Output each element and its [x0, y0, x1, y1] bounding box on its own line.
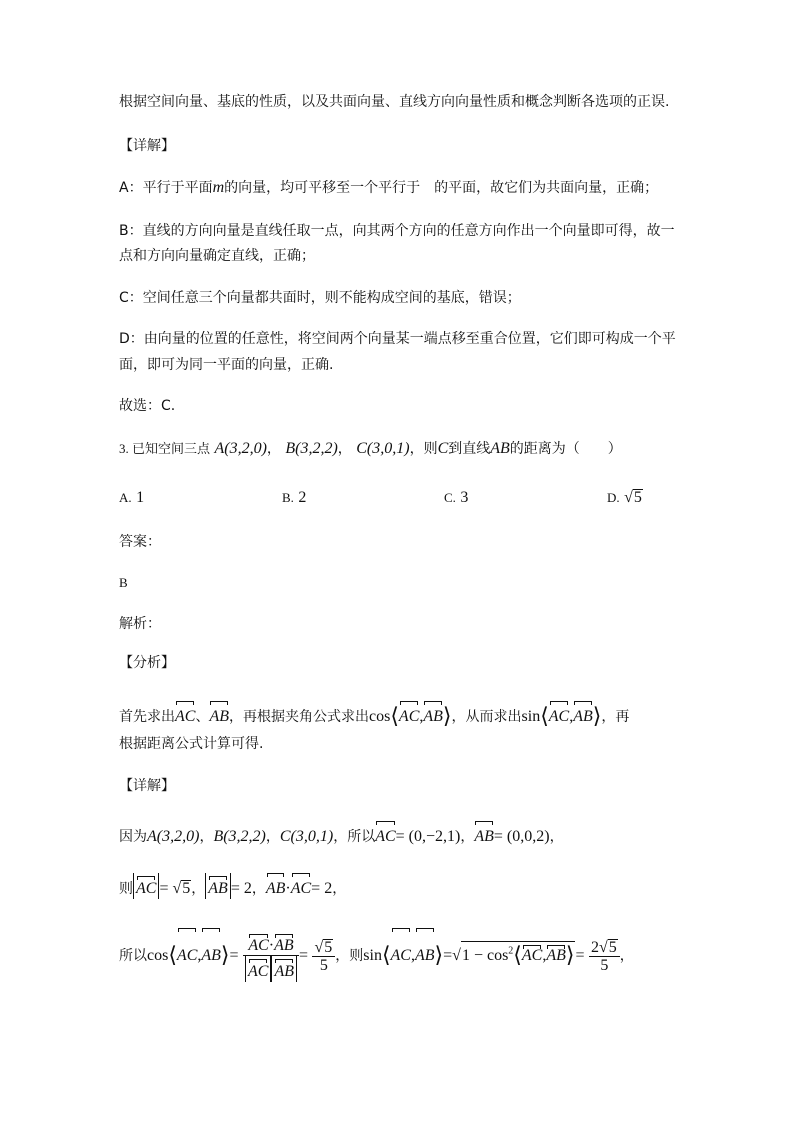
separator: ，: [337, 441, 352, 457]
magnitude-ab: = 2: [230, 880, 252, 897]
sqrt-sign: √: [624, 489, 633, 506]
point-c: C(3,0,1): [279, 828, 334, 845]
vector-ac: AC: [248, 956, 268, 982]
magnitude-ac: = √5: [159, 880, 191, 897]
option-b-label: B.: [282, 490, 294, 505]
option-d[interactable]: [607, 488, 643, 508]
separator: ，: [460, 829, 475, 845]
vector-ab: AB: [415, 925, 435, 981]
separator: ，: [266, 441, 281, 457]
vector-ab: AB: [546, 942, 566, 964]
separator: ，: [199, 829, 214, 845]
comma: ,: [410, 947, 415, 964]
item-c: C：空间任意三个向量都共面时，则不能构成空间的基底，错误；: [119, 290, 521, 306]
cos-fn: cos: [147, 947, 169, 964]
point-a: A(3,2,0): [214, 440, 267, 457]
option-a[interactable]: [119, 488, 144, 508]
cos-value: $\frac{√5}{5}$: [312, 939, 335, 974]
vector-ac: AC: [177, 925, 197, 981]
square-exp: 2: [508, 945, 514, 957]
comma: ,: [197, 947, 202, 964]
analysis-paragraph: 根据空间向量、基底的性质，以及共面向量、直线方向向量性质和概念判断各选项的正误.: [119, 94, 670, 110]
point-c: C(3,0,1): [356, 440, 410, 457]
equals: =: [575, 947, 585, 964]
vector-ab: AB: [474, 818, 494, 850]
sin-den: 5: [600, 956, 609, 974]
plane-var: m: [212, 179, 225, 196]
item-a-pre: A：平行于平面: [119, 180, 213, 196]
vector-ac: AC: [522, 942, 542, 964]
vector-ab: AB: [274, 956, 294, 982]
item-d-line1: D：由向量的位置的任意性，将空间两个向量某一端点移至重合位置，它们即可构成一个平: [119, 331, 676, 347]
choice-line: 故选：C.: [119, 398, 176, 414]
d3-t1: 所以: [119, 948, 147, 964]
option-b[interactable]: [282, 488, 306, 508]
equals: =: [443, 947, 453, 964]
q3-end: 的距离为（ ）: [509, 441, 622, 457]
detail-line2: [119, 870, 346, 902]
analysis-t1: 首先求出: [119, 709, 175, 725]
option-a-value: 1: [136, 489, 145, 506]
q3-to: 到直线: [448, 441, 491, 457]
d1-t2: ，所以: [333, 829, 376, 845]
vector-ab: AB: [573, 698, 593, 730]
analysis-line2: 根据距离公式计算可得.: [119, 736, 264, 752]
separator: ，: [265, 829, 280, 845]
vector-ac: AC: [136, 873, 156, 899]
analysis-dun: 、: [195, 709, 210, 725]
answer-label: 答案：: [119, 534, 161, 550]
vector-ab: AB: [274, 931, 294, 954]
sin-fn: sin: [521, 708, 541, 725]
detail-line3: [119, 925, 634, 980]
vector-ab: AB: [266, 870, 286, 902]
vector-ac-value: = (0,−2,1): [395, 828, 461, 845]
vector-ac: AC: [375, 818, 395, 850]
q3-mid: ，则: [409, 441, 438, 457]
vector-ac: AC: [549, 698, 569, 730]
cos-fn: cos: [369, 708, 391, 725]
item-d-line2: 面，即可为同一平面的向量，正确.: [119, 357, 334, 373]
left-angle: ⟨: [390, 704, 399, 729]
option-d-value: 5: [633, 489, 642, 506]
item-b-line1: B：直线的方向向量是直线任取一点，向其两个方向的任意方向作出一个向量即可得，故一: [119, 223, 675, 239]
vector-ac: AC: [291, 870, 311, 902]
vector-ac: AC: [391, 925, 411, 981]
sin-fn: sin: [363, 947, 382, 964]
item-a: [119, 178, 658, 198]
point-b: B(3,2,2): [285, 440, 338, 457]
question-3: [119, 439, 622, 459]
analysis-line1: 首先求出AC、AB，再根据夹角公式求出cos⟨AC,AB⟩，从而求出sin⟨AC,AB⟩，再: [119, 698, 629, 730]
d1-t1: 因为: [119, 829, 147, 845]
vector-ab: AB: [201, 925, 221, 981]
big-sqrt-sign: √: [452, 947, 461, 964]
option-a-label: A.: [119, 490, 132, 505]
line-ab: AB: [490, 440, 510, 457]
right-angle: ⟩: [220, 943, 230, 968]
vector-ab: AB: [209, 698, 229, 730]
vector-ac: AC: [175, 698, 195, 730]
analysis-t2: ，再根据夹角公式求出: [229, 709, 369, 725]
cos-num: 5: [324, 938, 333, 956]
detail-line1: [119, 818, 564, 850]
detail2-heading: 【详解】: [119, 778, 175, 794]
item-a-post: 的向量，均可平移至一个平行于 的平面，故它们为共面向量，正确；: [224, 180, 659, 196]
analysis-heading: 【分析】: [119, 655, 175, 671]
left-angle: ⟨: [540, 704, 549, 729]
separator: ，: [251, 881, 266, 897]
vector-ab-value: = (0,0,2): [493, 828, 550, 845]
cos-den: 5: [319, 956, 328, 974]
vector-ac: AC: [399, 698, 419, 730]
analysis-label: 解析：: [119, 616, 161, 632]
answer-value: B: [119, 575, 128, 590]
vector-ab: AB: [208, 873, 228, 899]
d1-end: ，: [549, 829, 564, 845]
option-c-value: 3: [460, 489, 469, 506]
sin-value: $\frac{2√5}{5}$: [589, 939, 620, 974]
question-number: 3. 已知空间三点: [119, 441, 211, 456]
option-b-value: 2: [298, 489, 307, 506]
option-c[interactable]: [444, 488, 468, 508]
sin-num-coef: 2: [590, 938, 599, 956]
sin-radicand: $1 - \cos^2⟨AC,AB⟩$: [461, 943, 575, 968]
right-angle: ⟩: [592, 704, 602, 729]
equals: =: [229, 947, 239, 964]
point-a: A(3,2,0): [147, 828, 200, 845]
detail-heading: 【详解】: [119, 138, 175, 154]
one-minus-cos: 1 − cos: [461, 947, 509, 964]
right-angle: ⟩: [434, 943, 444, 968]
item-b-line2: 点和方向向量确定直线，正确；: [119, 248, 315, 264]
dot-operator: ·: [285, 880, 291, 897]
option-d-label: D.: [607, 490, 620, 505]
separator: ，: [332, 881, 347, 897]
analysis-t3: ，从而求出: [451, 709, 522, 725]
d2-t1: 则: [119, 881, 133, 897]
equals: =: [299, 947, 309, 964]
analysis-t4: ，再: [601, 709, 630, 725]
option-c-label: C.: [444, 490, 456, 505]
vector-ac: AC: [248, 931, 268, 954]
right-angle: ⟩: [442, 704, 452, 729]
point-c-var: C: [437, 440, 449, 457]
point-b: B(3,2,2): [213, 828, 266, 845]
dot-product-value: = 2: [311, 880, 333, 897]
left-angle: ⟨: [381, 943, 391, 968]
cos-fraction: $\frac{AC\cdot AB}{\text{AC AB}}$: [243, 931, 299, 982]
d3-end: ，: [619, 948, 634, 964]
sin-num-rad: 5: [608, 938, 617, 956]
d3-t2: ，则: [335, 948, 364, 964]
vector-ab: AB: [423, 698, 443, 730]
left-angle: ⟨: [168, 943, 177, 968]
separator: ，: [191, 881, 206, 897]
